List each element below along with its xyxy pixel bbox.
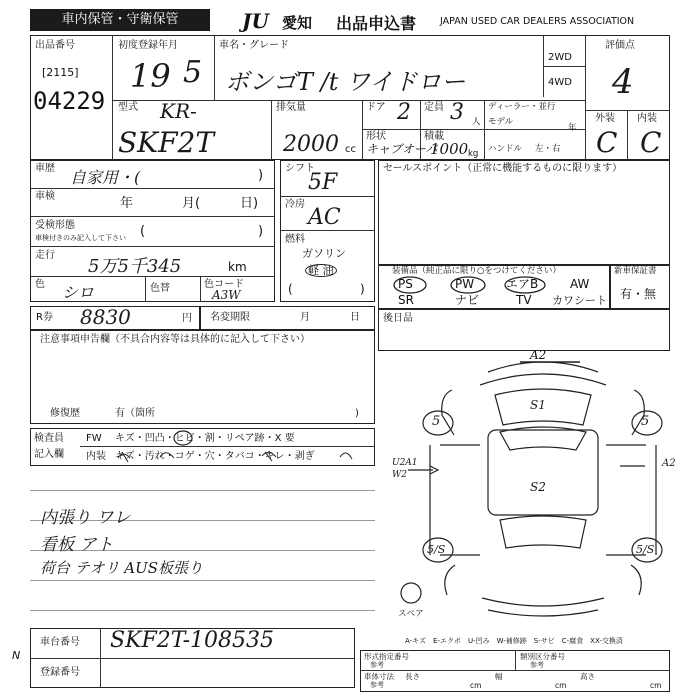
inspection-day: 日) bbox=[240, 196, 259, 211]
aircon-label: 冷房 bbox=[285, 199, 305, 210]
color-code-value: A3W bbox=[212, 288, 241, 302]
mark-w2: W2 bbox=[392, 470, 407, 480]
inspector-label-1: 検査員 bbox=[34, 433, 64, 444]
jukou-close: ) bbox=[258, 224, 264, 239]
shift-value: 5F bbox=[308, 170, 338, 195]
recycle-label: R券 bbox=[36, 312, 53, 323]
mark-s1: S1 bbox=[530, 398, 546, 412]
post-fit-label: 後日品 bbox=[383, 313, 413, 324]
category-label: 類別区分番号 bbox=[520, 652, 565, 661]
category-ref: 参考 bbox=[530, 661, 544, 669]
jukou-paren: ( bbox=[140, 224, 146, 239]
type-ref: 参考 bbox=[370, 661, 384, 669]
name-change-label: 名変期限 bbox=[210, 312, 250, 323]
fuel-diesel: 軽 油 bbox=[305, 264, 337, 277]
remark-1: 内張り ワレ bbox=[40, 508, 131, 528]
repair-label: 修復歴 bbox=[50, 408, 80, 419]
aircon-value: AC bbox=[308, 205, 341, 230]
interior-label: 内装 bbox=[637, 113, 657, 124]
notes-label: 注意事項申告欄（不具合内容等は具体的に記入して下さい） bbox=[40, 334, 310, 345]
chassis-label: 車台番号 bbox=[40, 637, 80, 648]
repair-value: 有（箇所 bbox=[115, 408, 155, 419]
inspection-year: 年 bbox=[120, 196, 134, 211]
shape-label: 形状 bbox=[366, 131, 386, 142]
warranty-label: 新車保証書 bbox=[614, 266, 657, 276]
equip-ps: PS bbox=[398, 277, 413, 291]
doors-value: 2 bbox=[397, 100, 411, 125]
org-name-en: JAPAN USED CAR DEALERS ASSOCIATION bbox=[440, 16, 635, 27]
recycle-value: 8830 bbox=[80, 305, 131, 329]
mark-wheel-fr: 5 bbox=[641, 414, 650, 429]
length-unit: cm bbox=[470, 681, 482, 690]
ju-logo: JU bbox=[242, 9, 269, 33]
form-title: 出品申込書 bbox=[336, 14, 417, 33]
fuel-gasoline: ガソリン bbox=[302, 247, 346, 260]
capacity-value: 3 bbox=[450, 100, 464, 125]
mileage-value: 5万5千345 bbox=[88, 256, 182, 277]
inspector-label-2: 記入欄 bbox=[34, 449, 64, 460]
repair-close: ) bbox=[355, 408, 359, 419]
recycle-unit: 円 bbox=[182, 313, 192, 324]
jukou-sub: 車検付きのみ記入して下さい bbox=[35, 234, 126, 242]
lot-label: 出品番号 bbox=[35, 40, 75, 51]
capacity-label: 定員 bbox=[424, 102, 444, 113]
mark-u2a1: U2A1 bbox=[392, 458, 418, 468]
load-label: 積載 bbox=[424, 131, 444, 142]
first-reg-month: 5 bbox=[183, 55, 203, 90]
car-name-label: 車名・グレード bbox=[219, 40, 289, 51]
warranty-value: 有・無 bbox=[620, 287, 657, 301]
load-unit: kg bbox=[468, 149, 479, 159]
mileage-unit: km bbox=[228, 260, 247, 274]
equipment-label: 装備品（純正品に限り○をつけてください） bbox=[392, 266, 561, 276]
size-ref: 参考 bbox=[370, 681, 384, 689]
inspection-month: 月( bbox=[182, 196, 201, 211]
inspection-label: 車検 bbox=[35, 191, 55, 202]
equip-sr: SR bbox=[398, 293, 414, 307]
name-change-month: 月 bbox=[300, 312, 310, 323]
car-name-value: ボンゴT /t ワイドロー bbox=[225, 68, 466, 96]
drive-4wd: 4WD bbox=[548, 77, 572, 88]
inspector-row1: キズ・凹凸・ヒビ・割・リペア跡・X 要 bbox=[115, 433, 295, 444]
model-line2: SKF2T bbox=[118, 126, 215, 159]
history-close: ) bbox=[258, 168, 264, 183]
color-value: シロ bbox=[62, 283, 95, 302]
inspector-row2: キズ・汚れ・コゲ・穴・タバコ・キレ・剥ぎ bbox=[115, 451, 315, 462]
mark-wheel-fl: 5 bbox=[432, 414, 441, 429]
shape-value: キャブオーバ bbox=[366, 142, 438, 156]
color-code-label: 色コード bbox=[204, 279, 244, 290]
name-change-day: 日 bbox=[350, 312, 360, 323]
displacement-label: 排気量 bbox=[276, 102, 306, 113]
load-value: 1000 bbox=[430, 140, 469, 158]
first-reg-year: 19 bbox=[130, 57, 171, 95]
side-mark: N bbox=[12, 649, 21, 662]
model-label: 型式 bbox=[118, 102, 138, 113]
chassis-value: SKF2T-108535 bbox=[110, 628, 275, 653]
damage-legend: A-キズ E-エクボ U-凹み W-補修跡 S-サビ C-腐食 XX-交換済 bbox=[405, 637, 623, 645]
history-value: 自家用・( bbox=[70, 168, 141, 187]
width-label: 幅 bbox=[495, 672, 503, 681]
sales-point-label: セールスポイント（正常に機能するものに限ります） bbox=[383, 163, 623, 174]
remark-3: 荷台 テオリ AUS板張り bbox=[40, 559, 203, 577]
dealer-model-label: モデル bbox=[488, 117, 514, 127]
mark-a2-front: A2 bbox=[530, 348, 547, 362]
fuel-close: ) bbox=[360, 282, 365, 296]
lot-sub: [2115] bbox=[42, 66, 79, 79]
grade-label: 評価点 bbox=[605, 40, 635, 51]
jukou-label: 受検形態 bbox=[35, 220, 75, 231]
handle-label: ハンドル bbox=[488, 144, 523, 154]
mark-a2-right: A2 bbox=[662, 458, 676, 469]
equip-airbag: エアB bbox=[506, 277, 539, 291]
length-label: 長さ bbox=[405, 672, 420, 681]
inspector-row2-head: 内装 bbox=[86, 451, 106, 462]
mark-wheel-rl: 5/S bbox=[427, 543, 446, 556]
exterior-value: C bbox=[596, 126, 618, 159]
handle-options: 左・右 bbox=[535, 144, 561, 154]
width-unit: cm bbox=[555, 681, 567, 690]
interior-value: C bbox=[640, 126, 662, 159]
lot-number: 04229 bbox=[33, 87, 106, 115]
color-change-label: 色替 bbox=[150, 283, 170, 294]
color-label: 色 bbox=[35, 279, 45, 290]
equip-pw: PW bbox=[455, 277, 475, 291]
dealer-label: ディーラー・並行 bbox=[488, 102, 556, 112]
drive-2wd: 2WD bbox=[548, 52, 572, 63]
displacement-unit: cc bbox=[345, 144, 356, 155]
capacity-unit: 人 bbox=[472, 117, 481, 127]
fuel-label: 燃料 bbox=[285, 234, 305, 245]
type-label: 形式指定番号 bbox=[364, 652, 409, 661]
fuel-paren: ( bbox=[288, 282, 293, 296]
displacement-value: 2000 bbox=[283, 132, 339, 157]
storage-badge: 車内保管・守衛保管 bbox=[30, 9, 210, 31]
height-unit: cm bbox=[650, 681, 662, 690]
registration-label: 登録番号 bbox=[40, 667, 80, 678]
dealer-year-label: 年 bbox=[568, 123, 577, 133]
shift-label: シフト bbox=[285, 163, 315, 174]
equip-leather: カワシート bbox=[552, 294, 607, 307]
equip-aw: AW bbox=[570, 277, 590, 291]
mark-wheel-rr: 5/S bbox=[636, 543, 655, 556]
mileage-label: 走行 bbox=[35, 250, 55, 261]
org-name-jp: 愛知 bbox=[282, 14, 313, 32]
model-line1: KR- bbox=[160, 99, 197, 123]
mark-s2: S2 bbox=[530, 480, 546, 494]
equip-tv: TV bbox=[516, 293, 532, 307]
equip-navi: ナビ bbox=[455, 293, 480, 307]
remark-2: 看板 アト bbox=[40, 535, 114, 555]
first-reg-label: 初度登録年月 bbox=[118, 40, 178, 51]
spare-label: スペア bbox=[398, 609, 424, 619]
grade-value: 4 bbox=[612, 62, 634, 102]
size-label: 車体寸法 bbox=[364, 672, 394, 681]
exterior-label: 外装 bbox=[595, 113, 615, 124]
inspector-row1-head: FW bbox=[86, 433, 102, 444]
doors-label: ドア bbox=[366, 102, 386, 113]
history-label: 車歴 bbox=[35, 163, 55, 174]
height-label: 高さ bbox=[580, 672, 595, 681]
